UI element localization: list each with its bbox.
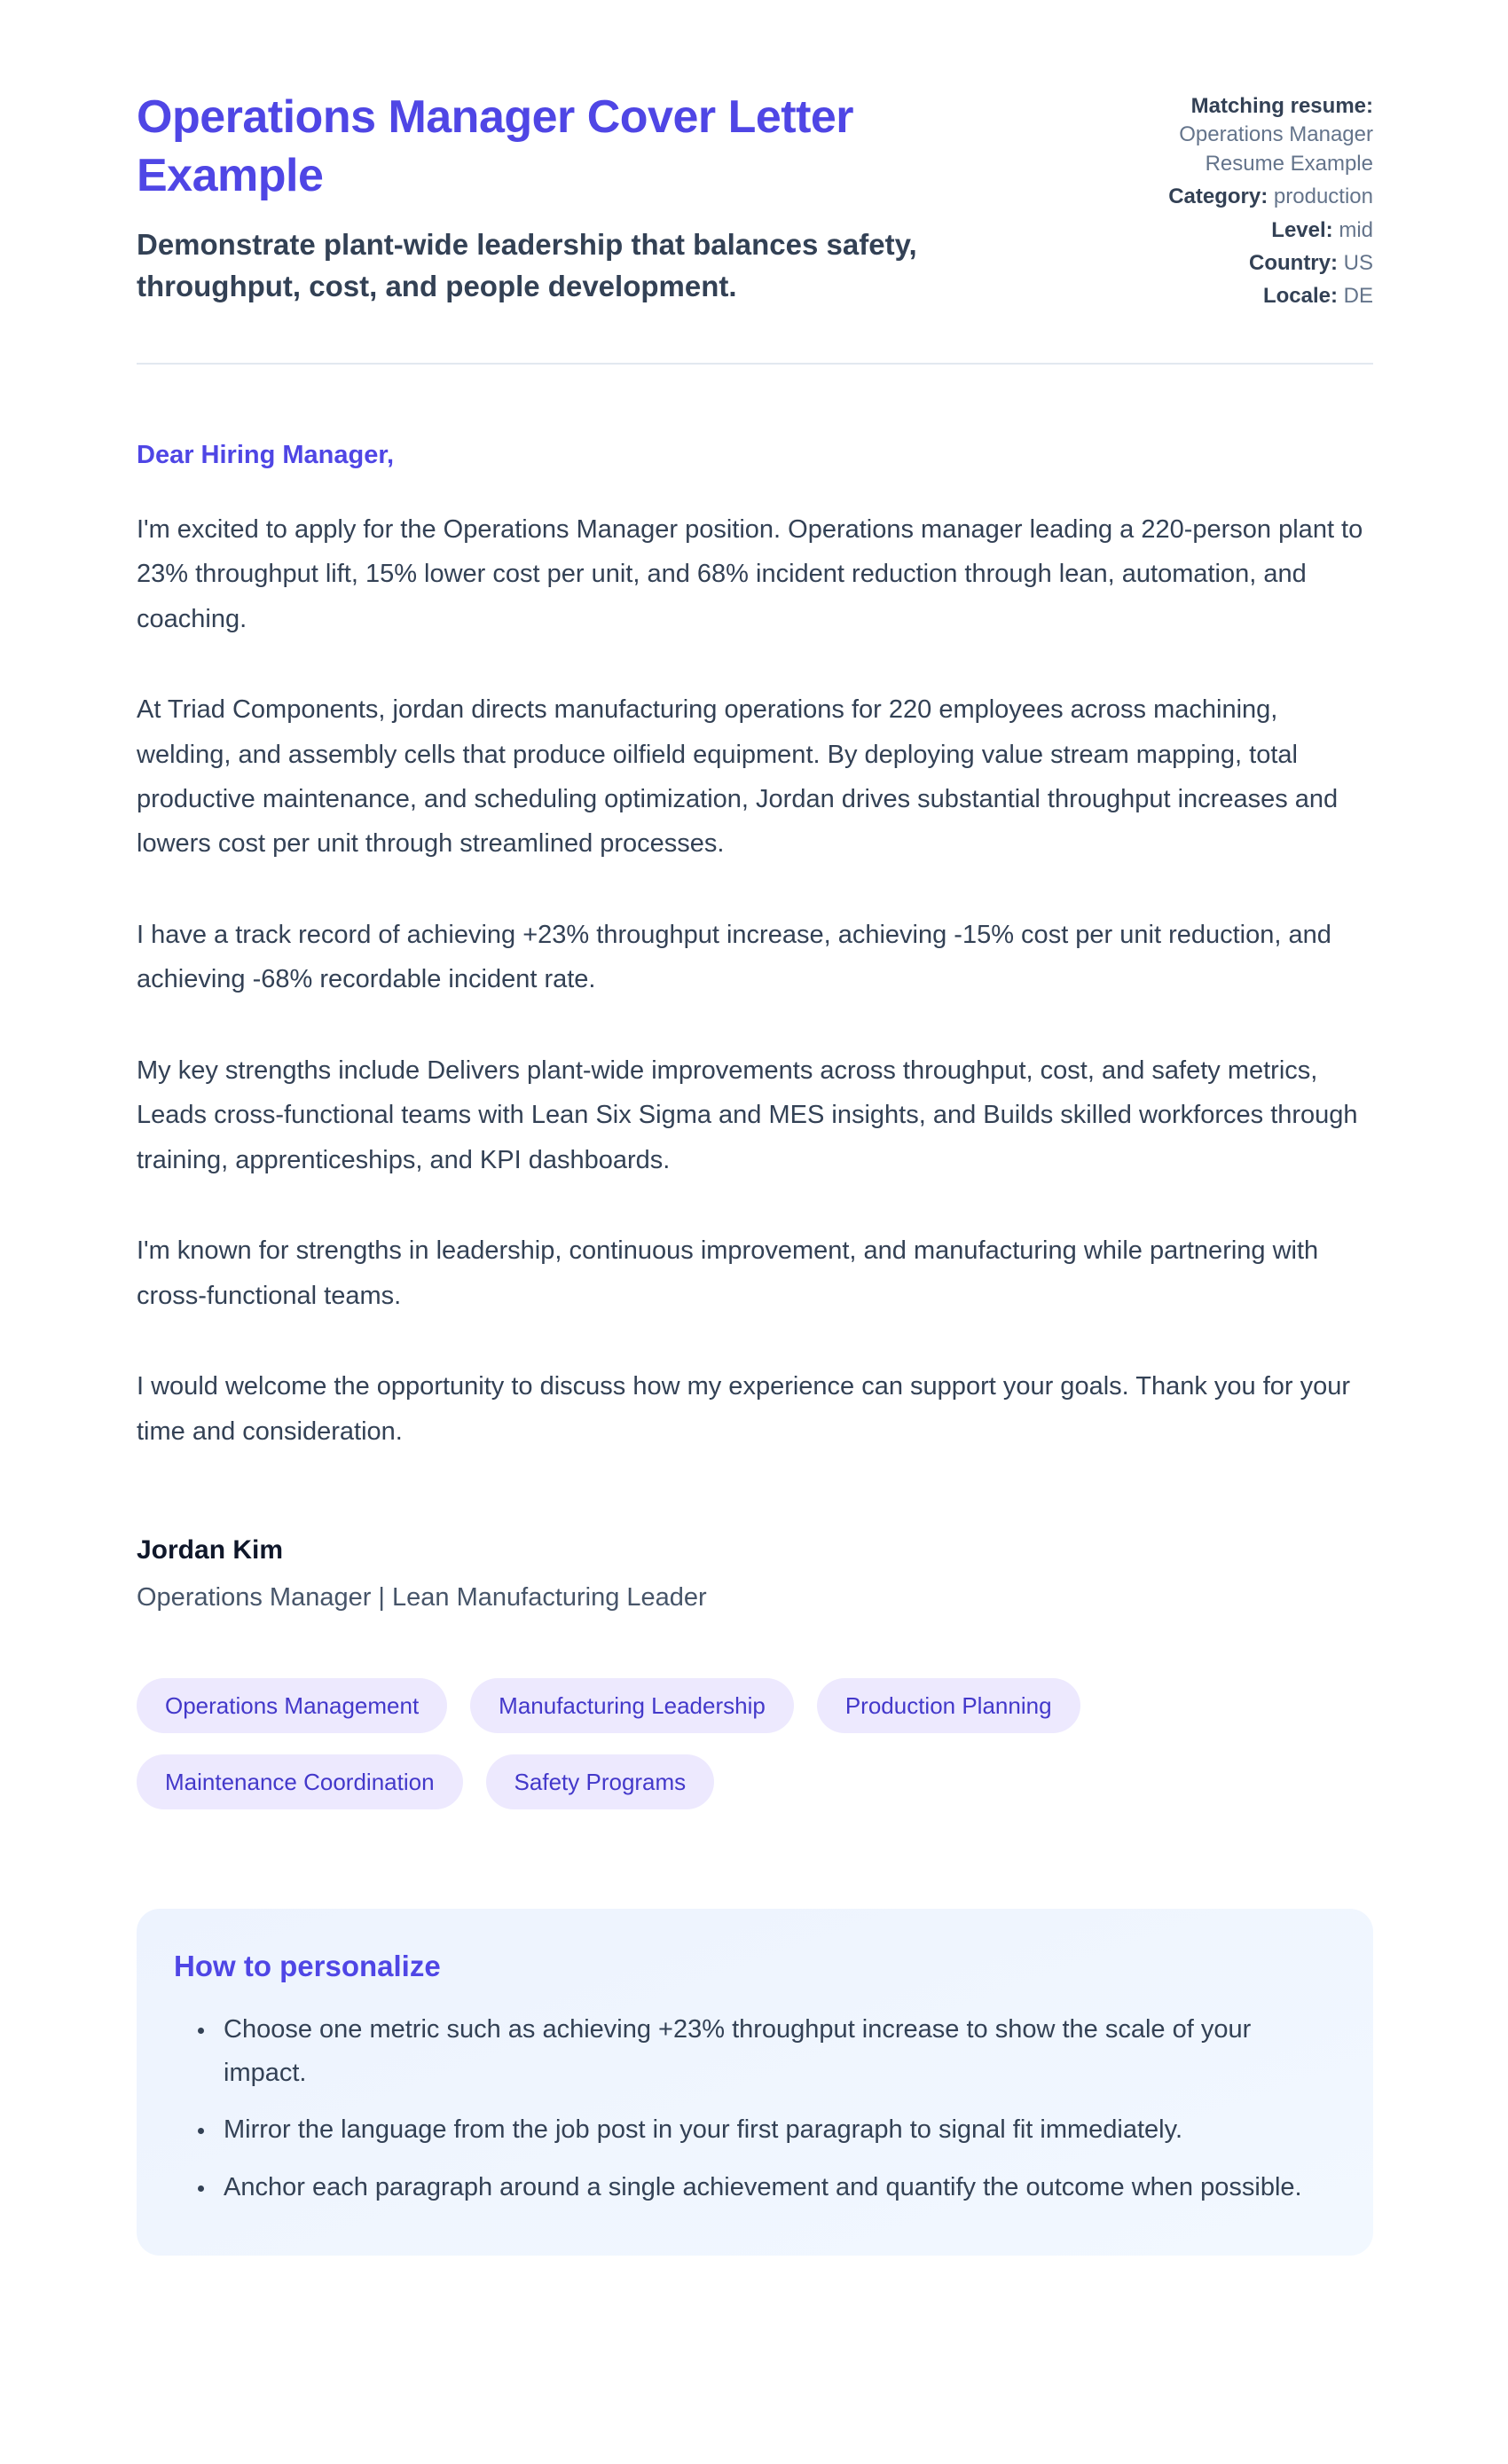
meta-value: production xyxy=(1273,184,1373,209)
meta-label: Matching resume: xyxy=(1190,94,1373,118)
personalize-tips-card xyxy=(137,1909,1373,2256)
tips-list xyxy=(174,2008,1327,2209)
tag-chip: Manufacturing Leadership xyxy=(470,1678,794,1733)
tag-chip: Production Planning xyxy=(817,1678,1080,1733)
meta-label: Category: xyxy=(1168,184,1268,209)
letter-paragraph: My key strengths include Delivers plant-wide improvements across throughput, cost, and safety metrics, Leads cross-functional teams with Lean Six Sigma and MES insights, and Builds skilled workforces through training, apprenticeships, and KPI dashboards. xyxy=(137,1055,1358,1174)
tip-item: • Choose one metric such as achieving +23% throughput increase to show the scale of your impact. xyxy=(216,2008,1327,2094)
tag-chip: Safety Programs xyxy=(486,1754,715,1809)
tag-chip: Maintenance Coordination xyxy=(137,1754,463,1809)
page-title: Operations Manager Cover Letter Example xyxy=(137,91,854,201)
meta-locale xyxy=(1098,282,1373,310)
meta-country xyxy=(1098,249,1373,278)
tips-title: How to personalize xyxy=(174,1949,441,1982)
header-title-block xyxy=(137,89,988,308)
meta-matching-resume xyxy=(1098,92,1373,178)
meta-value: mid xyxy=(1339,217,1373,242)
tip-item: • Mirror the language from the job post in your first paragraph to signal fit immediately. xyxy=(216,2108,1327,2152)
signature-block xyxy=(137,1535,1373,1613)
letter-paragraph: I have a track record of achieving +23% throughput increase, achieving -15% cost per unit reduction, and achieving -68% recordable incident rate. xyxy=(137,920,1331,994)
meta-value: US xyxy=(1343,250,1373,275)
meta-label: Level: xyxy=(1271,217,1333,242)
meta-label: Locale: xyxy=(1262,284,1338,309)
page-subtitle: Demonstrate plant-wide leadership that balances safety, throughput, cost, and people development. xyxy=(137,228,917,302)
cover-letter-body xyxy=(137,441,1373,1613)
letter-paragraph: At Triad Components, jordan directs manufacturing operations for 220 employees across machining, welding, and assembly cells that produce oilfield equipment. By deploying value stream mapping, total productive maintenance, and scheduling optimization, Jordan drives substantial throughput increases and lowers cost per unit through streamlined processes. xyxy=(137,695,1339,859)
signature-role: Operations Manager | Lean Manufacturing Leader xyxy=(137,1582,707,1612)
page-header xyxy=(137,89,1373,365)
letter-paragraph: I would welcome the opportunity to discuss how my experience can support your goals. Thank you for your time and consideration. xyxy=(137,1372,1351,1446)
meta-category xyxy=(1098,183,1373,211)
meta-level xyxy=(1098,216,1373,245)
signature-name: Jordan Kim xyxy=(137,1534,284,1565)
letter-greeting: Dear Hiring Manager, xyxy=(137,440,395,469)
meta-value: Operations Manager Resume Example xyxy=(1179,122,1373,176)
skill-tags xyxy=(137,1678,1112,1809)
letter-paragraph: I'm known for strengths in leadership, continuous improvement, and manufacturing while partnering with cross-functional teams. xyxy=(137,1236,1319,1310)
resume-meta-panel xyxy=(1098,89,1373,311)
letter-paragraph: I'm excited to apply for the Operations Manager position. Operations manager leading a 220-person plant to 23% throughput lift, 15% lower cost per unit, and 68% incident reduction through lean, automation, and coaching. xyxy=(137,514,1363,633)
tag-chip: Operations Management xyxy=(137,1678,447,1733)
meta-value: DE xyxy=(1343,284,1373,309)
tip-item: • Anchor each paragraph around a single achievement and quantify the outcome when possible. xyxy=(216,2166,1327,2209)
meta-label: Country: xyxy=(1249,250,1338,275)
